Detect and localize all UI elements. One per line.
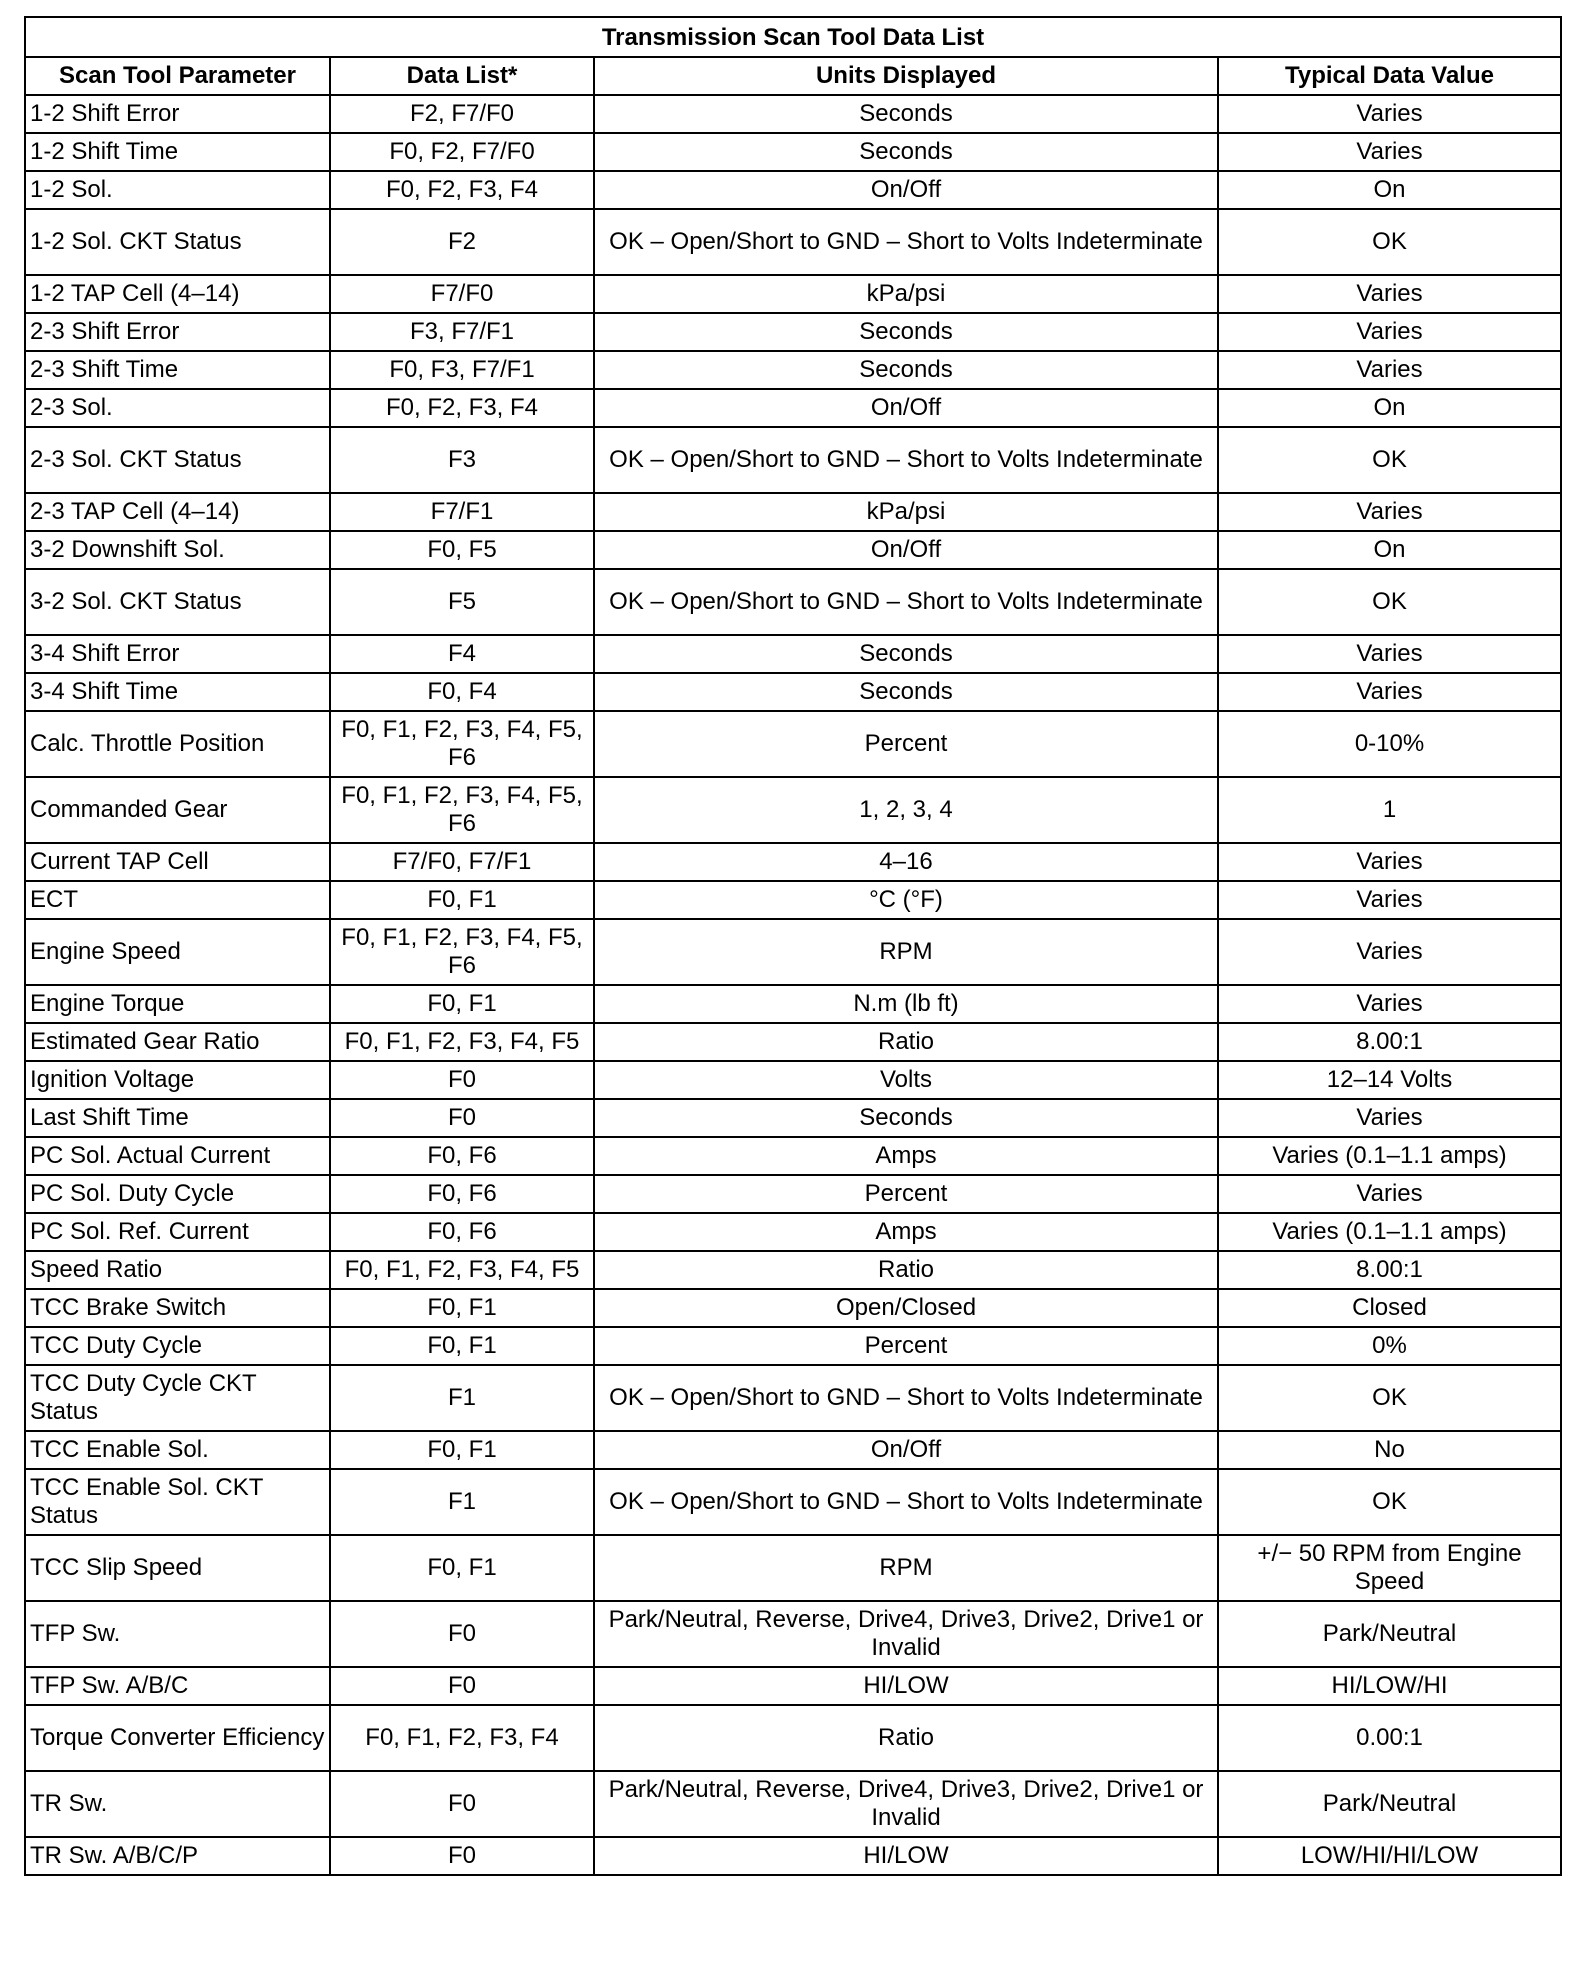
typical-value-cell: LOW/HI/HI/LOW (1218, 1837, 1561, 1875)
typical-value-cell: Varies (0.1–1.1 amps) (1218, 1137, 1561, 1175)
table-row (25, 1099, 1561, 1137)
parameter-cell: 1-2 Sol. (25, 171, 330, 209)
data-list-cell: F0, F1, F2, F3, F4, F5, F6 (330, 711, 594, 777)
parameter-cell: 3-4 Shift Error (25, 635, 330, 673)
parameter-cell: 2-3 Sol. CKT Status (25, 427, 330, 493)
header-row (25, 57, 1561, 95)
parameter-cell: 2-3 Shift Time (25, 351, 330, 389)
table-row (25, 1023, 1561, 1061)
units-cell: kPa/psi (594, 275, 1218, 313)
table-row (25, 1061, 1561, 1099)
data-list-cell: F0 (330, 1837, 594, 1875)
data-list-cell: F7/F1 (330, 493, 594, 531)
parameter-cell: TCC Slip Speed (25, 1535, 330, 1601)
table-row (25, 313, 1561, 351)
parameter-cell: TCC Brake Switch (25, 1289, 330, 1327)
units-cell: °C (°F) (594, 881, 1218, 919)
typical-value-cell: 8.00:1 (1218, 1251, 1561, 1289)
table-row (25, 1327, 1561, 1365)
parameter-cell: TCC Enable Sol. CKT Status (25, 1469, 330, 1535)
units-cell: Seconds (594, 351, 1218, 389)
table-row (25, 351, 1561, 389)
parameter-cell: PC Sol. Duty Cycle (25, 1175, 330, 1213)
typical-value-cell: Varies (1218, 673, 1561, 711)
data-list-cell: F0 (330, 1061, 594, 1099)
units-cell: RPM (594, 1535, 1218, 1601)
units-cell: Percent (594, 1327, 1218, 1365)
table-title: Transmission Scan Tool Data List (25, 17, 1561, 57)
typical-value-cell: HI/LOW/HI (1218, 1667, 1561, 1705)
parameter-cell: Speed Ratio (25, 1251, 330, 1289)
typical-value-cell: Varies (1218, 351, 1561, 389)
units-cell: OK – Open/Short to GND – Short to Volts Indeterminate (594, 1469, 1218, 1535)
typical-value-cell: Varies (1218, 919, 1561, 985)
table-row (25, 635, 1561, 673)
table-row (25, 711, 1561, 777)
parameter-cell: TFP Sw. A/B/C (25, 1667, 330, 1705)
typical-value-cell: On (1218, 531, 1561, 569)
data-list-cell: F0, F1, F2, F3, F4, F5, F6 (330, 919, 594, 985)
typical-value-cell: 1 (1218, 777, 1561, 843)
units-cell: Seconds (594, 95, 1218, 133)
units-cell: Ratio (594, 1705, 1218, 1771)
typical-value-cell: Varies (1218, 493, 1561, 531)
typical-value-cell: Varies (1218, 843, 1561, 881)
units-cell: OK – Open/Short to GND – Short to Volts Indeterminate (594, 209, 1218, 275)
typical-value-cell: Park/Neutral (1218, 1771, 1561, 1837)
parameter-cell: TFP Sw. (25, 1601, 330, 1667)
parameter-cell: TCC Duty Cycle CKT Status (25, 1365, 330, 1431)
typical-value-cell: Varies (1218, 985, 1561, 1023)
header-units-displayed: Units Displayed (594, 57, 1218, 95)
units-cell: Open/Closed (594, 1289, 1218, 1327)
table-row (25, 919, 1561, 985)
units-cell: Amps (594, 1213, 1218, 1251)
table-row (25, 843, 1561, 881)
data-list-cell: F0 (330, 1601, 594, 1667)
units-cell: Seconds (594, 1099, 1218, 1137)
parameter-cell: 2-3 Sol. (25, 389, 330, 427)
table-row (25, 1175, 1561, 1213)
typical-value-cell: OK (1218, 569, 1561, 635)
parameter-cell: 1-2 TAP Cell (4–14) (25, 275, 330, 313)
data-list-cell: F0, F3, F7/F1 (330, 351, 594, 389)
table-row (25, 1771, 1561, 1837)
units-cell: N.m (lb ft) (594, 985, 1218, 1023)
typical-value-cell: Varies (1218, 95, 1561, 133)
data-list-cell: F0, F1, F2, F3, F4, F5 (330, 1251, 594, 1289)
data-list-cell: F1 (330, 1469, 594, 1535)
units-cell: OK – Open/Short to GND – Short to Volts Indeterminate (594, 1365, 1218, 1431)
typical-value-cell: Varies (1218, 1099, 1561, 1137)
typical-value-cell: OK (1218, 209, 1561, 275)
units-cell: Percent (594, 711, 1218, 777)
parameter-cell: Current TAP Cell (25, 843, 330, 881)
table-row (25, 275, 1561, 313)
typical-value-cell: Varies (1218, 635, 1561, 673)
parameter-cell: Ignition Voltage (25, 1061, 330, 1099)
table-row (25, 985, 1561, 1023)
data-list-cell: F0, F1, F2, F3, F4, F5 (330, 1023, 594, 1061)
table-row (25, 1535, 1561, 1601)
typical-value-cell: OK (1218, 427, 1561, 493)
parameter-cell: 1-2 Sol. CKT Status (25, 209, 330, 275)
parameter-cell: TCC Duty Cycle (25, 1327, 330, 1365)
data-list-cell: F7/F0 (330, 275, 594, 313)
parameter-cell: Engine Torque (25, 985, 330, 1023)
data-list-cell: F0, F6 (330, 1137, 594, 1175)
units-cell: Amps (594, 1137, 1218, 1175)
table-row (25, 777, 1561, 843)
scan-tool-data-table (24, 16, 1562, 1876)
table-row (25, 493, 1561, 531)
typical-value-cell: Varies (1218, 275, 1561, 313)
units-cell: Volts (594, 1061, 1218, 1099)
data-list-cell: F0, F1 (330, 985, 594, 1023)
parameter-cell: Estimated Gear Ratio (25, 1023, 330, 1061)
typical-value-cell: 0% (1218, 1327, 1561, 1365)
typical-value-cell: No (1218, 1431, 1561, 1469)
parameter-cell: Engine Speed (25, 919, 330, 985)
units-cell: OK – Open/Short to GND – Short to Volts Indeterminate (594, 427, 1218, 493)
parameter-cell: Commanded Gear (25, 777, 330, 843)
typical-value-cell: OK (1218, 1469, 1561, 1535)
typical-value-cell: Varies (0.1–1.1 amps) (1218, 1213, 1561, 1251)
parameter-cell: Calc. Throttle Position (25, 711, 330, 777)
units-cell: HI/LOW (594, 1837, 1218, 1875)
parameter-cell: TR Sw. (25, 1771, 330, 1837)
table-row (25, 1137, 1561, 1175)
units-cell: On/Off (594, 389, 1218, 427)
typical-value-cell: Varies (1218, 881, 1561, 919)
units-cell: 4–16 (594, 843, 1218, 881)
units-cell: Seconds (594, 673, 1218, 711)
typical-value-cell: 0-10% (1218, 711, 1561, 777)
data-list-cell: F3 (330, 427, 594, 493)
parameter-cell: 3-4 Shift Time (25, 673, 330, 711)
data-list-cell: F0, F2, F7/F0 (330, 133, 594, 171)
data-list-cell: F1 (330, 1365, 594, 1431)
units-cell: Percent (594, 1175, 1218, 1213)
table-row (25, 1289, 1561, 1327)
typical-value-cell: +/− 50 RPM from Engine Speed (1218, 1535, 1561, 1601)
table-row (25, 1837, 1561, 1875)
table-row (25, 1365, 1561, 1431)
units-cell: RPM (594, 919, 1218, 985)
data-list-cell: F2, F7/F0 (330, 95, 594, 133)
typical-value-cell: 8.00:1 (1218, 1023, 1561, 1061)
table-row (25, 1251, 1561, 1289)
data-list-cell: F0 (330, 1771, 594, 1837)
table-row (25, 881, 1561, 919)
table-row (25, 1469, 1561, 1535)
parameter-cell: 3-2 Sol. CKT Status (25, 569, 330, 635)
table-row (25, 427, 1561, 493)
data-list-cell: F0, F5 (330, 531, 594, 569)
units-cell: Ratio (594, 1251, 1218, 1289)
data-list-cell: F0 (330, 1099, 594, 1137)
typical-value-cell: On (1218, 389, 1561, 427)
parameter-cell: TR Sw. A/B/C/P (25, 1837, 330, 1875)
table-row (25, 673, 1561, 711)
units-cell: 1, 2, 3, 4 (594, 777, 1218, 843)
table-row (25, 389, 1561, 427)
data-list-cell: F0, F2, F3, F4 (330, 389, 594, 427)
typical-value-cell: Varies (1218, 133, 1561, 171)
data-list-cell: F5 (330, 569, 594, 635)
data-list-cell: F4 (330, 635, 594, 673)
parameter-cell: Torque Converter Efficiency (25, 1705, 330, 1771)
units-cell: Park/Neutral, Reverse, Drive4, Drive3, Drive2, Drive1 or Invalid (594, 1601, 1218, 1667)
header-scan-tool-parameter: Scan Tool Parameter (25, 57, 330, 95)
table-row (25, 1705, 1561, 1771)
data-list-cell: F0, F6 (330, 1213, 594, 1251)
data-list-cell: F0, F1, F2, F3, F4 (330, 1705, 594, 1771)
table-row (25, 1667, 1561, 1705)
units-cell: Park/Neutral, Reverse, Drive4, Drive3, Drive2, Drive1 or Invalid (594, 1771, 1218, 1837)
typical-value-cell: Closed (1218, 1289, 1561, 1327)
parameter-cell: 2-3 Shift Error (25, 313, 330, 351)
table-row (25, 569, 1561, 635)
parameter-cell: PC Sol. Ref. Current (25, 1213, 330, 1251)
table-row (25, 171, 1561, 209)
units-cell: Seconds (594, 635, 1218, 673)
data-list-cell: F0, F1, F2, F3, F4, F5, F6 (330, 777, 594, 843)
typical-value-cell: 0.00:1 (1218, 1705, 1561, 1771)
typical-value-cell: Park/Neutral (1218, 1601, 1561, 1667)
parameter-cell: 1-2 Shift Time (25, 133, 330, 171)
units-cell: Ratio (594, 1023, 1218, 1061)
data-list-document (24, 16, 1560, 1876)
table-row (25, 209, 1561, 275)
data-list-cell: F0, F1 (330, 1289, 594, 1327)
title-row (25, 17, 1561, 57)
parameter-cell: 2-3 TAP Cell (4–14) (25, 493, 330, 531)
units-cell: On/Off (594, 531, 1218, 569)
units-cell: On/Off (594, 171, 1218, 209)
units-cell: Seconds (594, 133, 1218, 171)
table-row (25, 1431, 1561, 1469)
data-list-cell: F0, F2, F3, F4 (330, 171, 594, 209)
parameter-cell: 3-2 Downshift Sol. (25, 531, 330, 569)
data-list-cell: F0, F1 (330, 1431, 594, 1469)
parameter-cell: PC Sol. Actual Current (25, 1137, 330, 1175)
table-row (25, 133, 1561, 171)
table-row (25, 531, 1561, 569)
header-data-list: Data List* (330, 57, 594, 95)
data-list-cell: F0, F1 (330, 1535, 594, 1601)
units-cell: On/Off (594, 1431, 1218, 1469)
typical-value-cell: Varies (1218, 313, 1561, 351)
typical-value-cell: OK (1218, 1365, 1561, 1431)
data-list-cell: F0, F4 (330, 673, 594, 711)
data-list-cell: F3, F7/F1 (330, 313, 594, 351)
table-row (25, 1601, 1561, 1667)
typical-value-cell: Varies (1218, 1175, 1561, 1213)
units-cell: Seconds (594, 313, 1218, 351)
data-list-cell: F7/F0, F7/F1 (330, 843, 594, 881)
data-list-cell: F0 (330, 1667, 594, 1705)
typical-value-cell: 12–14 Volts (1218, 1061, 1561, 1099)
table-row (25, 1213, 1561, 1251)
data-list-cell: F0, F1 (330, 1327, 594, 1365)
data-list-cell: F0, F6 (330, 1175, 594, 1213)
parameter-cell: 1-2 Shift Error (25, 95, 330, 133)
table-row (25, 95, 1561, 133)
parameter-cell: Last Shift Time (25, 1099, 330, 1137)
parameter-cell: ECT (25, 881, 330, 919)
units-cell: kPa/psi (594, 493, 1218, 531)
table-body (25, 95, 1561, 1875)
units-cell: HI/LOW (594, 1667, 1218, 1705)
data-list-cell: F2 (330, 209, 594, 275)
units-cell: OK – Open/Short to GND – Short to Volts Indeterminate (594, 569, 1218, 635)
typical-value-cell: On (1218, 171, 1561, 209)
data-list-cell: F0, F1 (330, 881, 594, 919)
header-typical-data-value: Typical Data Value (1218, 57, 1561, 95)
parameter-cell: TCC Enable Sol. (25, 1431, 330, 1469)
